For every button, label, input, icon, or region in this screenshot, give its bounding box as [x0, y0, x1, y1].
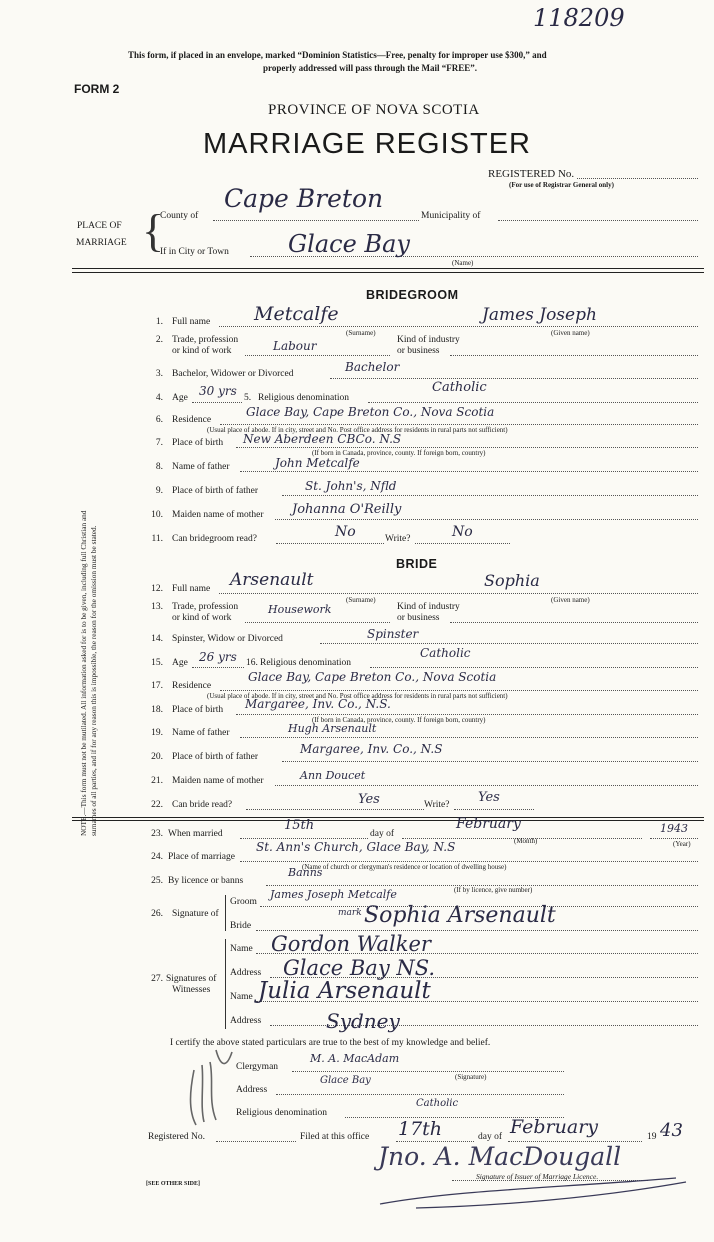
groom-religion-label: Religious denomination [258, 393, 350, 403]
place-of-label: PLACE OF [77, 221, 122, 231]
groom-surname-value: Metcalfe [254, 303, 339, 325]
married-month-value: February [456, 816, 521, 832]
field-number: 9. [155, 486, 163, 496]
filed-day-of-label: day of [478, 1132, 503, 1142]
bride-read-value: Yes [358, 792, 380, 807]
bride-mother-value: Ann Doucet [300, 769, 366, 782]
married-day-value: 15th [284, 818, 315, 833]
field-number: 19. [151, 728, 163, 738]
field-number: 3. [155, 369, 163, 379]
marriage-place-note: (Name of church or clergyman's residence or location of dwelling house) [302, 863, 507, 871]
city-label: If in City or Town [160, 247, 229, 257]
bride-trade-value: Housework [268, 603, 332, 616]
groom-write-label: Write? [385, 534, 411, 544]
clergyman-address-label: Address [236, 1085, 268, 1095]
groom-age-label: Age [172, 393, 188, 403]
bride-full-name-label: Full name [172, 584, 211, 594]
field-number: 24. [151, 852, 163, 862]
county-label: County of [160, 211, 199, 221]
groom-mother-value: Johanna O'Reilly [292, 502, 402, 517]
field-number: 23. [151, 829, 163, 839]
field-number: 26. [151, 909, 163, 919]
city-name-note: (Name) [452, 259, 474, 267]
field-number: 6. [155, 415, 163, 425]
bride-residence-note: (Usual place of abode. If in city, street and No. Post office address for residents in rural parts not sufficient) [207, 692, 508, 700]
marriage-label: MARRIAGE [76, 238, 127, 248]
witness1-address: Glace Bay NS. [283, 956, 436, 980]
groom-residence-note: (Usual place of abode. If in city, street and No. Post office address for residents in rural parts not sufficient) [207, 426, 508, 434]
bride-heading: BRIDE [396, 557, 438, 571]
filed-year-value: 43 [660, 1120, 683, 1141]
bride-given-note: (Given name) [551, 596, 590, 604]
issuer-signature-note: Signature of Issuer of Marriage Licence. [476, 1172, 599, 1181]
bride-father-birth-value: Margaree, Inv. Co., N.S [300, 742, 443, 756]
certify-statement: I certify the above stated particulars are true to the best of my knowledge and belief. [170, 1038, 491, 1048]
bride-birth-value: Margaree, Inv. Co., N.S. [245, 697, 391, 711]
municipality-label: Municipality of [421, 211, 481, 221]
groom-surname-note: (Surname) [346, 329, 376, 337]
groom-birth-note: (If born in Canada, province, county. If foreign born, country) [312, 449, 486, 457]
groom-read-value: No [335, 524, 356, 540]
side-note [79, 146, 98, 836]
bridegroom-heading: BRIDEGROOM [366, 288, 459, 302]
field-number: 17. [151, 681, 163, 691]
field-number: 15. [151, 658, 163, 668]
bride-read-label: Can bride read? [172, 800, 233, 810]
bride-father-birth-label: Place of birth of father [172, 752, 258, 762]
field-number: 4. [155, 393, 163, 403]
field-number: 1. [155, 317, 163, 327]
field-number: 11. [151, 534, 163, 544]
groom-full-name-label: Full name [172, 317, 211, 327]
issuer-signature: Jno. A. MacDougall [378, 1142, 622, 1171]
brace-glyph: { [142, 205, 165, 256]
groom-birth-label: Place of birth [172, 438, 224, 448]
bride-age-value: 26 yrs [199, 650, 237, 664]
filing-registered-label: Registered No. [148, 1132, 205, 1142]
bride-surname-value: Arsenault [230, 570, 314, 590]
clergyman-label: Clergyman [236, 1062, 279, 1072]
bride-residence-value: Glace Bay, Cape Breton Co., Nova Scotia [248, 670, 497, 684]
form-label: FORM 2 [74, 82, 120, 96]
registrar-initials-scribble [180, 1040, 240, 1130]
witness1-name-label: Name [230, 944, 253, 954]
clergyman-address: Glace Bay [320, 1075, 371, 1086]
page-title: MARRIAGE REGISTER [203, 128, 531, 160]
groom-trade-label: Trade, profession or kind of work [172, 335, 239, 356]
bride-father-value: Hugh Arsenault [288, 722, 377, 735]
licence-note: (If by licence, give number) [454, 886, 533, 894]
groom-industry-label: Kind of industry or business [397, 335, 460, 356]
denomination-label: Religious denomination [236, 1108, 328, 1118]
groom-birth-value: New Aberdeen CBCo. N.S [243, 432, 402, 446]
register-number-handwritten: 118209 [533, 4, 625, 32]
city-value: Glace Bay [288, 230, 410, 258]
groom-trade-value: Labour [273, 339, 317, 353]
field-number: 22. [151, 800, 163, 810]
bride-status-label: Spinster, Widow or Divorced [172, 634, 283, 644]
field-number: 12. [151, 584, 163, 594]
witness1-name: Gordon Walker [271, 932, 431, 956]
groom-father-label: Name of father [172, 462, 230, 472]
groom-status-label: Bachelor, Widower or Divorced [172, 369, 294, 379]
field-number: 5. [244, 393, 252, 403]
field-number: 7. [155, 438, 163, 448]
bride-residence-label: Residence [172, 681, 212, 691]
bride-write-value: Yes [478, 790, 500, 805]
field-number: 18. [151, 705, 163, 715]
marriage-place-value: St. Ann's Church, Glace Bay, N.S [256, 840, 456, 854]
married-year-note: (Year) [673, 840, 691, 848]
groom-age-value: 30 yrs [199, 384, 237, 398]
postal-notice-line1: This form, if placed in an envelope, marked “Dominion Statistics—Free, penalty for improper use $300,” and [128, 50, 547, 60]
married-year-value: 1943 [660, 822, 688, 835]
bride-signature: Sophia Arsenault [364, 903, 556, 928]
bride-age-label: Age [172, 658, 188, 668]
bride-trade-label: Trade, profession or kind of work [172, 602, 239, 623]
field-number: 2. [155, 335, 163, 345]
groom-given-value: James Joseph [482, 305, 597, 325]
groom-religion-value: Catholic [432, 380, 487, 395]
groom-father-birth-value: St. John's, Nfld [305, 479, 397, 493]
groom-write-value: No [452, 524, 473, 540]
bride-father-label: Name of father [172, 728, 230, 738]
field-number: 10. [151, 510, 163, 520]
groom-mark: mark [338, 908, 362, 918]
when-married-label: When married [168, 829, 223, 839]
bride-religion-value: Catholic [420, 646, 471, 660]
witness2-name: Julia Arsenault [258, 978, 431, 1004]
groom-given-note: (Given name) [551, 329, 590, 337]
married-month-note: (Month) [514, 837, 538, 845]
county-value: Cape Breton [224, 184, 384, 213]
signature-flourish [376, 1168, 696, 1218]
bride-status-value: Spinster [367, 627, 419, 641]
clergyman-signature-note: (Signature) [455, 1073, 487, 1081]
bride-given-value: Sophia [484, 571, 540, 590]
witness2-address-label: Address [230, 1016, 262, 1026]
see-other-side: [SEE OTHER SIDE] [146, 1181, 201, 1187]
province-heading: PROVINCE OF NOVA SCOTIA [268, 102, 480, 118]
field-number: 8. [155, 462, 163, 472]
bride-write-label: Write? [424, 800, 450, 810]
bride-industry-label: Kind of industry or business [397, 602, 460, 623]
groom-status-value: Bachelor [345, 360, 400, 374]
side-note-line1: NOTE.—This form must not be mutilated. All information asked for is to be given, including full Christian and [79, 510, 88, 836]
witness2-name-label: Name [230, 992, 253, 1002]
side-note-line2: surnames of all parties, and if for any reason this is impossible, the reason for the omission must be stated. [88, 525, 98, 836]
married-day-of-label: day of [370, 829, 395, 839]
denomination-value: Catholic [416, 1098, 459, 1109]
witness-label: Signatures of Witnesses [166, 974, 217, 995]
registered-no-note: (For use of Registrar General only) [509, 181, 614, 189]
groom-residence-value: Glace Bay, Cape Breton Co., Nova Scotia [246, 405, 495, 419]
filed-label: Filed at this office [300, 1132, 370, 1142]
licence-value: Banns [288, 866, 323, 879]
clergyman-signature: M. A. MacAdam [310, 1052, 400, 1065]
field-number: 13. [151, 602, 163, 612]
postal-notice-line2: properly addressed will pass through the Mail “FREE”. [263, 63, 478, 73]
bride-birth-label: Place of birth [172, 705, 224, 715]
filed-day-value: 17th [398, 1118, 443, 1140]
licence-label: By licence or banns [168, 876, 244, 886]
field-number: 14. [151, 634, 163, 644]
witness1-address-label: Address [230, 968, 262, 978]
bride-sign-label: Bride [230, 921, 252, 931]
registered-no-label: REGISTERED No. [488, 168, 575, 180]
bride-surname-note: (Surname) [346, 596, 376, 604]
groom-residence-label: Residence [172, 415, 212, 425]
groom-read-label: Can bridegroom read? [172, 534, 257, 544]
field-number: 27. [151, 974, 163, 984]
groom-sign-label: Groom [230, 897, 257, 907]
groom-signature: James Joseph Metcalfe [270, 888, 397, 901]
field-number: 20. [151, 752, 163, 762]
groom-father-birth-label: Place of birth of father [172, 486, 258, 496]
bride-birth-note: (If born in Canada, province, county. If foreign born, country) [312, 716, 486, 724]
signature-of-label: Signature of [172, 909, 219, 919]
witness2-address: Sydney [326, 1009, 400, 1033]
filed-month-value: February [510, 1116, 599, 1138]
bride-mother-label: Maiden name of mother [172, 776, 264, 786]
bride-religion-label: Religious denomination [260, 658, 352, 668]
groom-mother-label: Maiden name of mother [172, 510, 264, 520]
marriage-place-label: Place of marriage [168, 852, 235, 862]
groom-father-value: John Metcalfe [275, 456, 360, 470]
filed-year-prefix: 19 [647, 1132, 657, 1142]
field-number: 16. [246, 658, 258, 668]
field-number: 25. [151, 876, 163, 886]
field-number: 21. [151, 776, 163, 786]
